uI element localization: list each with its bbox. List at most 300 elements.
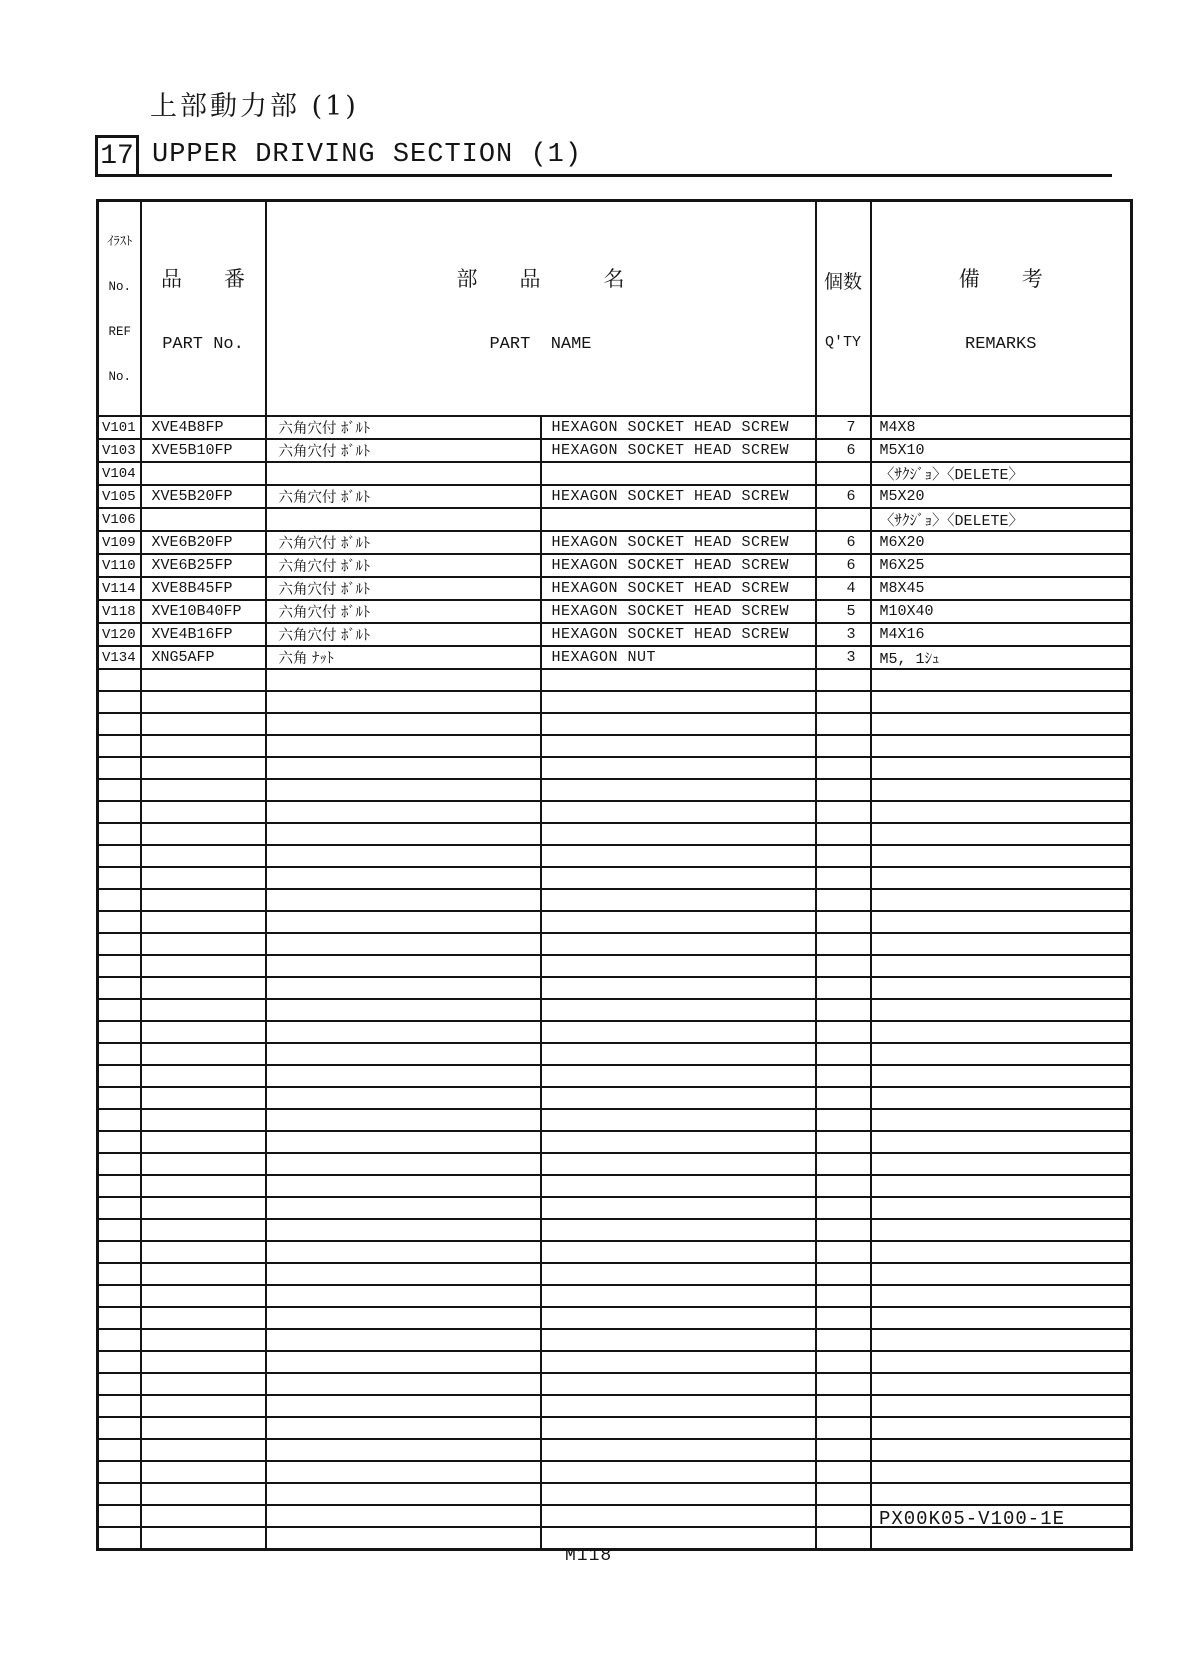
cell-part-name-jp: [266, 1417, 541, 1439]
cell-remarks: [871, 691, 1132, 713]
cell-part-name-jp: [266, 1021, 541, 1043]
cell-remarks: [871, 1219, 1132, 1241]
cell-remarks: [871, 845, 1132, 867]
cell-qty: 7: [816, 416, 871, 439]
cell-part-name-jp: [266, 1131, 541, 1153]
table-row-empty: [98, 823, 1132, 845]
cell-remarks: [871, 1087, 1132, 1109]
header-remarks-jp: 備 考: [958, 267, 1043, 291]
cell-part-no: [141, 1153, 266, 1175]
table-row: [98, 577, 1132, 600]
cell-part-name-jp: [266, 1351, 541, 1373]
cell-qty: [816, 1263, 871, 1285]
cell-qty: [816, 1285, 871, 1307]
cell-ref-no: V110: [98, 554, 141, 577]
table-row: [98, 554, 1132, 577]
cell-qty: [816, 1109, 871, 1131]
table-row-empty: [98, 911, 1132, 933]
cell-qty: [816, 867, 871, 889]
cell-remarks: [871, 1329, 1132, 1351]
cell-qty: [816, 1219, 871, 1241]
header-remarks-en: REMARKS: [965, 335, 1037, 354]
cell-ref-no: V104: [98, 462, 141, 485]
cell-ref-no: [98, 845, 141, 867]
cell-remarks: [871, 1153, 1132, 1175]
table-row-empty: [98, 1329, 1132, 1351]
cell-part-no: [141, 801, 266, 823]
cell-part-no: [141, 955, 266, 977]
cell-part-name-jp: [266, 889, 541, 911]
table-row-empty: [98, 1527, 1132, 1549]
cell-qty: [816, 1021, 871, 1043]
header-qty-jp: 個数: [823, 270, 862, 293]
cell-qty: [816, 1043, 871, 1065]
cell-part-name-jp: [266, 823, 541, 845]
cell-part-name-en: HEXAGON SOCKET HEAD SCREW: [541, 600, 816, 623]
document-code: PX00K05-V100-1E: [878, 1508, 1065, 1530]
cell-ref-no: [98, 1307, 141, 1329]
cell-remarks: [871, 1241, 1132, 1263]
header-qty-en: Q'TY: [824, 333, 861, 351]
cell-part-name-jp: [266, 1109, 541, 1131]
table-row-empty: [98, 999, 1132, 1021]
cell-qty: [816, 1351, 871, 1373]
cell-part-name-jp: 六角穴付 ﾎﾞﾙﾄ: [266, 531, 541, 554]
cell-qty: [816, 1417, 871, 1439]
cell-part-name-jp: [266, 1175, 541, 1197]
cell-part-no: XVE6B20FP: [141, 531, 266, 554]
cell-part-name-en: [541, 1285, 816, 1307]
cell-part-no: [141, 999, 266, 1021]
cell-part-no: [141, 735, 266, 757]
cell-part-no: [141, 1285, 266, 1307]
cell-ref-no: V106: [98, 508, 141, 531]
cell-part-name-en: [541, 691, 816, 713]
page-title-japanese: 上部動力部 (1): [150, 91, 359, 122]
cell-part-name-en: [541, 1373, 816, 1395]
cell-part-name-jp: [266, 669, 541, 691]
header-ref-line: REF: [108, 325, 131, 339]
cell-qty: [816, 779, 871, 801]
table-row-empty: [98, 757, 1132, 779]
cell-part-name-en: [541, 1329, 816, 1351]
cell-part-no: [141, 1505, 266, 1527]
cell-part-no: [141, 1197, 266, 1219]
table-row-empty: [98, 1197, 1132, 1219]
cell-part-name-en: [541, 1043, 816, 1065]
cell-ref-no: [98, 801, 141, 823]
cell-qty: [816, 1153, 871, 1175]
cell-part-name-jp: [266, 1395, 541, 1417]
header-ref-line: No.: [108, 280, 131, 294]
cell-part-name-jp: 六角穴付 ﾎﾞﾙﾄ: [266, 554, 541, 577]
cell-qty: [816, 1483, 871, 1505]
cell-ref-no: [98, 779, 141, 801]
cell-qty: [816, 1307, 871, 1329]
cell-part-no: [141, 1021, 266, 1043]
cell-part-name-jp: [266, 1087, 541, 1109]
cell-part-name-jp: 六角穴付 ﾎﾞﾙﾄ: [266, 577, 541, 600]
cell-part-no: XVE4B16FP: [141, 623, 266, 646]
cell-ref-no: [98, 1219, 141, 1241]
table-row-empty: [98, 735, 1132, 757]
cell-part-name-en: [541, 1219, 816, 1241]
cell-part-no: [141, 911, 266, 933]
cell-qty: [816, 713, 871, 735]
cell-part-name-en: HEXAGON NUT: [541, 646, 816, 669]
table-row-empty: [98, 801, 1132, 823]
header-part-no-jp: 品 番: [161, 267, 245, 291]
cell-qty: [816, 801, 871, 823]
cell-remarks: [871, 867, 1132, 889]
cell-ref-no: V118: [98, 600, 141, 623]
cell-ref-no: [98, 1175, 141, 1197]
cell-part-name-en: [541, 1021, 816, 1043]
cell-part-name-en: [541, 823, 816, 845]
cell-part-no: [141, 1263, 266, 1285]
cell-part-name-jp: [266, 1461, 541, 1483]
table-row: [98, 439, 1132, 462]
table-row-empty: [98, 867, 1132, 889]
cell-part-name-en: [541, 911, 816, 933]
cell-ref-no: [98, 977, 141, 999]
cell-part-no: [141, 1329, 266, 1351]
table-row: [98, 531, 1132, 554]
cell-ref-no: [98, 1439, 141, 1461]
cell-ref-no: [98, 1461, 141, 1483]
cell-part-name-en: [541, 1307, 816, 1329]
cell-ref-no: V120: [98, 623, 141, 646]
cell-part-no: [141, 1175, 266, 1197]
cell-part-name-en: [541, 1109, 816, 1131]
cell-part-name-jp: [266, 1197, 541, 1219]
cell-part-no: [141, 1527, 266, 1549]
table-row-empty: [98, 1087, 1132, 1109]
cell-part-name-en: [541, 1461, 816, 1483]
table-row: [98, 508, 1132, 531]
cell-remarks: M6X20: [871, 531, 1132, 554]
cell-qty: 6: [816, 554, 871, 577]
cell-remarks: M10X40: [871, 600, 1132, 623]
cell-remarks: [871, 1461, 1132, 1483]
table-row: [98, 485, 1132, 508]
cell-qty: [816, 1439, 871, 1461]
cell-ref-no: [98, 1153, 141, 1175]
cell-part-no: [141, 462, 266, 485]
cell-part-no: [141, 977, 266, 999]
cell-part-name-en: [541, 669, 816, 691]
table-row-empty: [98, 1395, 1132, 1417]
cell-part-no: [141, 1417, 266, 1439]
cell-part-name-en: [541, 1439, 816, 1461]
parts-table: [96, 199, 1133, 1551]
cell-ref-no: [98, 823, 141, 845]
cell-remarks: [871, 779, 1132, 801]
cell-ref-no: V101: [98, 416, 141, 439]
cell-ref-no: V103: [98, 439, 141, 462]
cell-remarks: [871, 1307, 1132, 1329]
cell-remarks: [871, 889, 1132, 911]
cell-qty: [816, 955, 871, 977]
cell-part-name-en: [541, 757, 816, 779]
section-number-box: [95, 135, 139, 177]
cell-qty: [816, 999, 871, 1021]
table-row-empty: [98, 1439, 1132, 1461]
cell-qty: 5: [816, 600, 871, 623]
table-row-empty: [98, 1307, 1132, 1329]
cell-part-no: [141, 889, 266, 911]
cell-remarks: M4X16: [871, 623, 1132, 646]
cell-remarks: [871, 933, 1132, 955]
cell-qty: [816, 911, 871, 933]
title-underline: [95, 174, 1112, 177]
table-row-empty: [98, 1241, 1132, 1263]
cell-remarks: [871, 1417, 1132, 1439]
cell-ref-no: [98, 1329, 141, 1351]
cell-part-name-jp: 六角穴付 ﾎﾞﾙﾄ: [266, 600, 541, 623]
cell-remarks: [871, 955, 1132, 977]
cell-part-no: [141, 508, 266, 531]
cell-part-name-en: HEXAGON SOCKET HEAD SCREW: [541, 416, 816, 439]
cell-remarks: [871, 801, 1132, 823]
table-row-empty: [98, 779, 1132, 801]
table-row-empty: [98, 933, 1132, 955]
cell-part-name-jp: [266, 713, 541, 735]
table-row: [98, 623, 1132, 646]
cell-qty: [816, 977, 871, 999]
cell-part-name-jp: [266, 1373, 541, 1395]
cell-qty: 3: [816, 646, 871, 669]
cell-part-name-en: HEXAGON SOCKET HEAD SCREW: [541, 439, 816, 462]
cell-part-name-en: [541, 462, 816, 485]
cell-part-name-jp: 六角穴付 ﾎﾞﾙﾄ: [266, 439, 541, 462]
cell-remarks: [871, 999, 1132, 1021]
cell-qty: [816, 691, 871, 713]
cell-part-no: [141, 1483, 266, 1505]
cell-qty: [816, 823, 871, 845]
cell-part-no: XVE6B25FP: [141, 554, 266, 577]
cell-ref-no: [98, 999, 141, 1021]
cell-remarks: [871, 1197, 1132, 1219]
cell-ref-no: [98, 911, 141, 933]
cell-part-no: [141, 1219, 266, 1241]
cell-ref-no: [98, 1241, 141, 1263]
table-row-empty: [98, 1153, 1132, 1175]
cell-part-name-en: HEXAGON SOCKET HEAD SCREW: [541, 485, 816, 508]
cell-remarks: M5X10: [871, 439, 1132, 462]
table-row-empty: [98, 845, 1132, 867]
cell-part-name-en: HEXAGON SOCKET HEAD SCREW: [541, 531, 816, 554]
cell-remarks: [871, 1373, 1132, 1395]
header-remarks: [871, 201, 1132, 417]
cell-qty: 6: [816, 485, 871, 508]
cell-remarks: 〈ｻｸｼﾞｮ〉〈DELETE〉: [871, 508, 1132, 531]
cell-part-name-en: [541, 1351, 816, 1373]
cell-part-name-en: [541, 713, 816, 735]
cell-ref-no: V134: [98, 646, 141, 669]
cell-part-name-en: [541, 1483, 816, 1505]
cell-part-no: [141, 1087, 266, 1109]
cell-remarks: [871, 735, 1132, 757]
cell-part-name-en: [541, 977, 816, 999]
cell-remarks: M6X25: [871, 554, 1132, 577]
cell-part-name-jp: [266, 911, 541, 933]
table-row-empty: [98, 1263, 1132, 1285]
cell-part-no: [141, 845, 266, 867]
cell-part-name-en: [541, 1087, 816, 1109]
table-row-empty: [98, 669, 1132, 691]
cell-remarks: M5, 1ｼｭ: [871, 646, 1132, 669]
table-row-empty: [98, 1109, 1132, 1131]
cell-qty: [816, 1373, 871, 1395]
cell-part-name-jp: 六角穴付 ﾎﾞﾙﾄ: [266, 416, 541, 439]
header-qty: [816, 201, 871, 417]
cell-qty: 4: [816, 577, 871, 600]
cell-qty: [816, 1175, 871, 1197]
cell-ref-no: [98, 1263, 141, 1285]
cell-ref-no: [98, 933, 141, 955]
cell-remarks: [871, 977, 1132, 999]
table-row-empty: [98, 1021, 1132, 1043]
cell-part-no: XVE4B8FP: [141, 416, 266, 439]
cell-part-name-en: HEXAGON SOCKET HEAD SCREW: [541, 554, 816, 577]
cell-remarks: [871, 757, 1132, 779]
table-row-empty: [98, 1285, 1132, 1307]
cell-part-name-en: [541, 999, 816, 1021]
cell-qty: [816, 845, 871, 867]
cell-part-name-jp: 六角 ﾅｯﾄ: [266, 646, 541, 669]
cell-part-no: [141, 1461, 266, 1483]
table-row-empty: [98, 1131, 1132, 1153]
cell-ref-no: [98, 735, 141, 757]
cell-ref-no: [98, 1395, 141, 1417]
cell-part-name-jp: [266, 1241, 541, 1263]
cell-part-name-en: HEXAGON SOCKET HEAD SCREW: [541, 623, 816, 646]
cell-ref-no: [98, 1043, 141, 1065]
cell-part-name-jp: [266, 735, 541, 757]
table-row-empty: [98, 1483, 1132, 1505]
cell-part-no: [141, 1043, 266, 1065]
cell-part-name-en: [541, 889, 816, 911]
cell-part-no: XVE5B20FP: [141, 485, 266, 508]
cell-ref-no: [98, 1087, 141, 1109]
cell-part-name-jp: [266, 1043, 541, 1065]
cell-part-name-en: [541, 1241, 816, 1263]
cell-ref-no: [98, 1483, 141, 1505]
cell-remarks: M4X8: [871, 416, 1132, 439]
cell-qty: [816, 1395, 871, 1417]
cell-qty: [816, 1527, 871, 1549]
cell-ref-no: [98, 713, 141, 735]
cell-part-name-jp: [266, 1329, 541, 1351]
cell-ref-no: [98, 691, 141, 713]
cell-part-no: XVE10B40FP: [141, 600, 266, 623]
page-title-english: UPPER DRIVING SECTION (1): [152, 140, 583, 170]
cell-part-name-en: [541, 779, 816, 801]
cell-qty: 6: [816, 531, 871, 554]
cell-ref-no: [98, 1131, 141, 1153]
cell-part-name-jp: [266, 1483, 541, 1505]
cell-part-no: XVE5B10FP: [141, 439, 266, 462]
cell-part-name-jp: [266, 845, 541, 867]
cell-qty: [816, 1087, 871, 1109]
cell-ref-no: [98, 1021, 141, 1043]
cell-ref-no: V109: [98, 531, 141, 554]
table-row-empty: [98, 1417, 1132, 1439]
table-row-empty: [98, 713, 1132, 735]
table-header-row: [98, 201, 1132, 417]
cell-qty: [816, 1241, 871, 1263]
header-part-name: [266, 201, 816, 417]
cell-part-name-jp: [266, 691, 541, 713]
cell-part-no: [141, 1439, 266, 1461]
cell-part-name-en: [541, 508, 816, 531]
cell-part-name-en: [541, 955, 816, 977]
cell-ref-no: [98, 1285, 141, 1307]
header-part-name-en: PART NAME: [489, 335, 592, 354]
cell-part-name-jp: 六角穴付 ﾎﾞﾙﾄ: [266, 623, 541, 646]
cell-part-name-jp: [266, 508, 541, 531]
table-row-empty: [98, 1175, 1132, 1197]
cell-ref-no: [98, 757, 141, 779]
table-row-empty: [98, 1219, 1132, 1241]
cell-remarks: [871, 823, 1132, 845]
table-row: [98, 600, 1132, 623]
cell-remarks: [871, 1109, 1132, 1131]
cell-part-name-jp: [266, 1307, 541, 1329]
cell-remarks: [871, 713, 1132, 735]
table-row-empty: [98, 977, 1132, 999]
cell-remarks: [871, 1351, 1132, 1373]
cell-part-name-en: [541, 1395, 816, 1417]
cell-remarks: M5X20: [871, 485, 1132, 508]
cell-remarks: [871, 1043, 1132, 1065]
cell-part-name-jp: [266, 1505, 541, 1527]
cell-part-name-en: [541, 801, 816, 823]
cell-part-no: [141, 669, 266, 691]
header-part-no: [141, 201, 266, 417]
cell-part-no: [141, 1373, 266, 1395]
table-row-empty: [98, 1065, 1132, 1087]
cell-remarks: [871, 1395, 1132, 1417]
cell-ref-no: [98, 1527, 141, 1549]
cell-qty: 6: [816, 439, 871, 462]
cell-part-name-jp: [266, 1439, 541, 1461]
cell-part-name-en: [541, 1263, 816, 1285]
cell-qty: [816, 1329, 871, 1351]
cell-part-no: [141, 1307, 266, 1329]
cell-part-name-jp: [266, 801, 541, 823]
cell-part-name-jp: [266, 955, 541, 977]
cell-part-name-en: [541, 1175, 816, 1197]
cell-ref-no: [98, 1065, 141, 1087]
cell-qty: [816, 1461, 871, 1483]
table-row-empty: [98, 1351, 1132, 1373]
cell-remarks: M8X45: [871, 577, 1132, 600]
cell-qty: [816, 669, 871, 691]
cell-part-name-jp: [266, 1263, 541, 1285]
cell-part-name-jp: [266, 779, 541, 801]
cell-part-name-en: [541, 1131, 816, 1153]
cell-qty: [816, 1131, 871, 1153]
header-part-name-jp: 部 品 名: [456, 267, 625, 291]
cell-qty: [816, 933, 871, 955]
cell-qty: [816, 1197, 871, 1219]
cell-part-no: [141, 1241, 266, 1263]
cell-part-no: [141, 1109, 266, 1131]
header-ref-no: [98, 201, 141, 417]
cell-qty: 3: [816, 623, 871, 646]
